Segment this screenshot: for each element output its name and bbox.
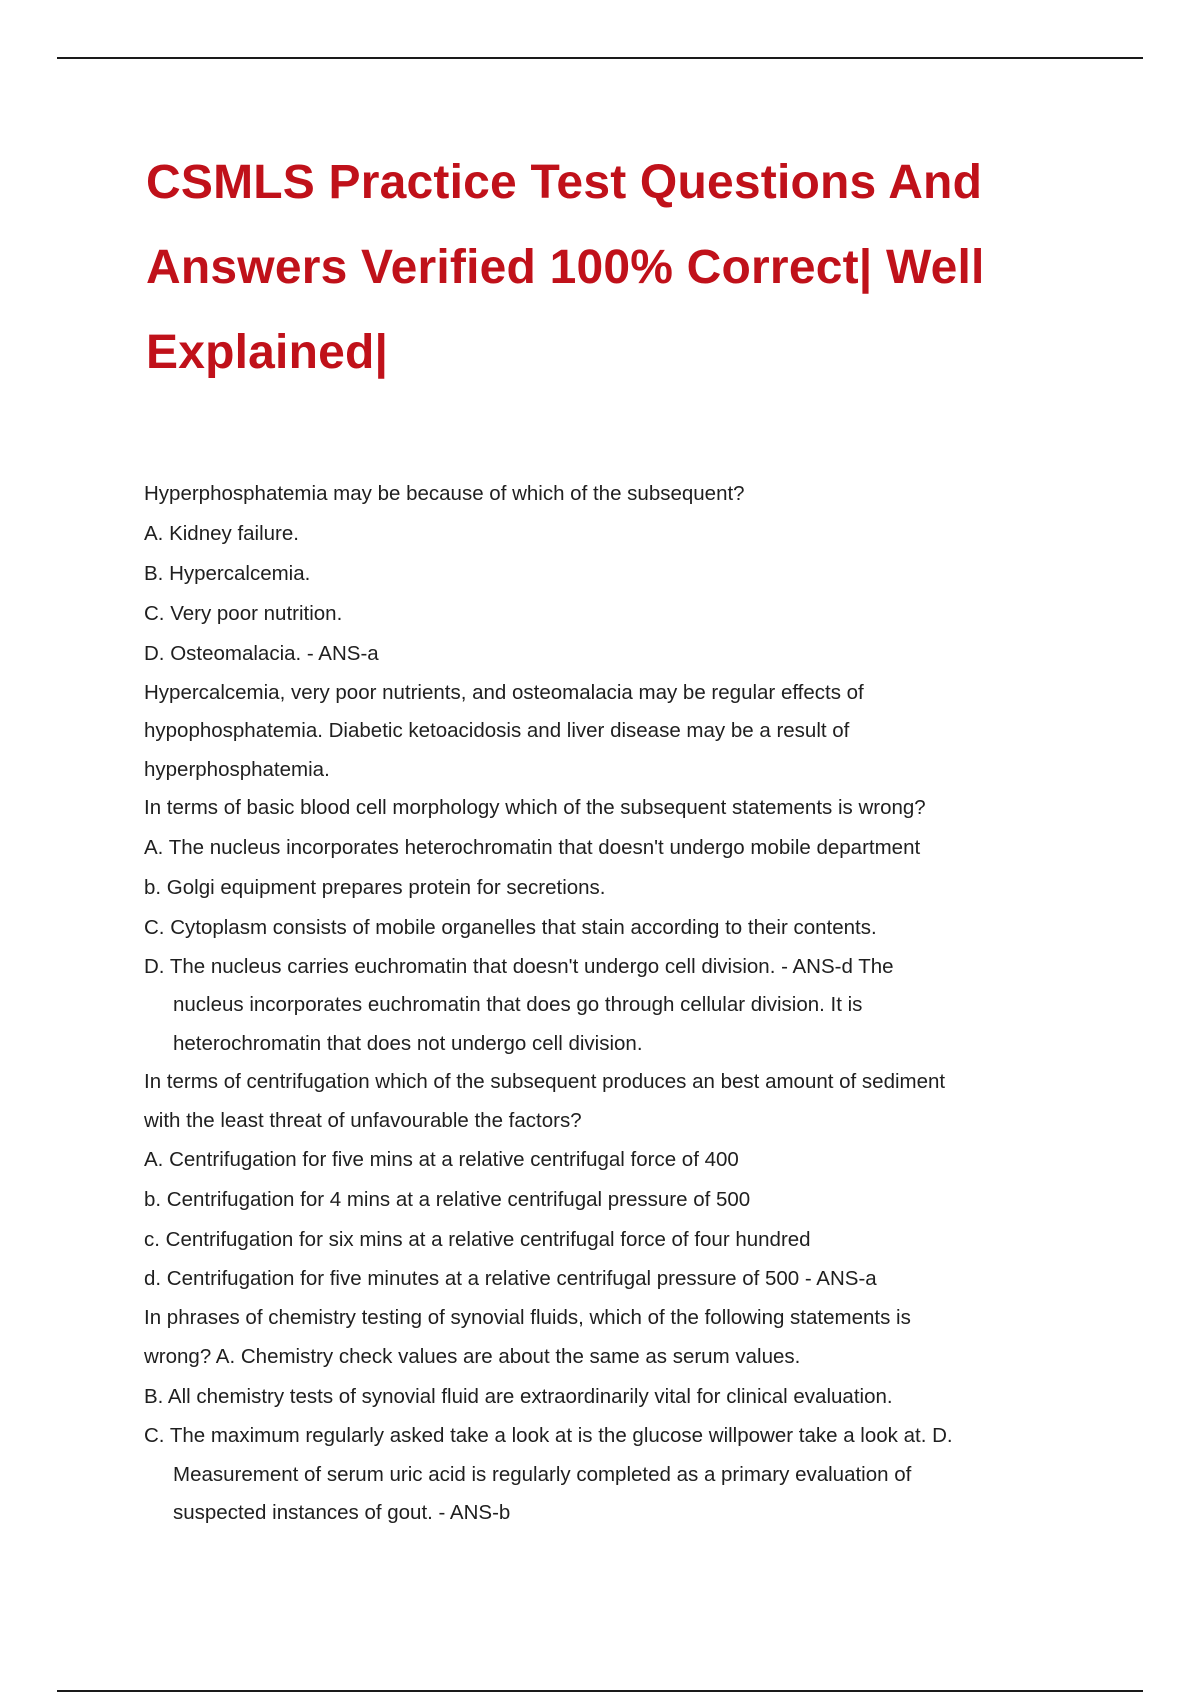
answer-option: C. Cytoplasm consists of mobile organelles that stain according to their contents. bbox=[144, 915, 877, 939]
answer-option: d. Centrifugation for five minutes at a relative centrifugal pressure of 500 - ANS-a bbox=[144, 1267, 877, 1290]
answer-option: b. Golgi equipment prepares protein for secretions. bbox=[144, 875, 606, 899]
answer-option: b. Centrifugation for 4 mins at a relative centrifugal pressure of 500 bbox=[144, 1188, 751, 1211]
bottom-rule bbox=[57, 1690, 1143, 1692]
answer-option: C. Very poor nutrition. bbox=[144, 601, 343, 625]
title-line: CSMLS Practice Test Questions And bbox=[146, 156, 983, 209]
answer-continuation: suspected instances of gout. - ANS-b bbox=[173, 1501, 511, 1524]
explanation-text: hyperphosphatemia. bbox=[144, 757, 330, 781]
document-title bbox=[146, 140, 1046, 395]
answer-option: B. Hypercalcemia. bbox=[144, 561, 311, 585]
answer-continuation: Measurement of serum uric acid is regularly completed as a primary evaluation of bbox=[173, 1462, 912, 1486]
answer-continuation: nucleus incorporates euchromatin that does go through cellular division. It is bbox=[173, 993, 863, 1016]
answer-option: B. All chemistry tests of synovial fluid are extraordinarily vital for clinical evaluation. bbox=[144, 1385, 893, 1408]
answer-continuation: heterochromatin that does not undergo cell division. bbox=[173, 1031, 643, 1055]
answer-option: D. The nucleus carries euchromatin that doesn't undergo cell division. - ANS-d The bbox=[144, 954, 894, 978]
question-text: wrong? A. Chemistry check values are about the same as serum values. bbox=[144, 1345, 801, 1368]
explanation-text: hypophosphatemia. Diabetic ketoacidosis and liver disease may be a result of bbox=[144, 719, 850, 742]
answer-option: C. The maximum regularly asked take a look at is the glucose willpower take a look at. D. bbox=[144, 1424, 953, 1447]
title-line: Explained| bbox=[146, 326, 389, 379]
question-text: with the least threat of unfavourable the factors? bbox=[144, 1108, 582, 1132]
question-text: Hyperphosphatemia may be because of which of the subsequent? bbox=[144, 482, 745, 505]
answer-option: D. Osteomalacia. - ANS-a bbox=[144, 641, 379, 665]
title-line: Answers Verified 100% Correct| Well bbox=[146, 241, 985, 294]
question-text: In terms of basic blood cell morphology which of the subsequent statements is wrong? bbox=[144, 796, 926, 819]
question-text: In terms of centrifugation which of the subsequent produces an best amount of sediment bbox=[144, 1070, 946, 1093]
answer-option: A. Kidney failure. bbox=[144, 521, 299, 545]
answer-option: A. The nucleus incorporates heterochromatin that doesn't undergo mobile department bbox=[144, 835, 921, 859]
document-body bbox=[144, 475, 1044, 1533]
question-text: In phrases of chemistry testing of synovial fluids, which of the following statements is bbox=[144, 1305, 911, 1329]
answer-option: A. Centrifugation for five mins at a relative centrifugal force of 400 bbox=[144, 1148, 739, 1171]
explanation-text: Hypercalcemia, very poor nutrients, and osteomalacia may be regular effects of bbox=[144, 680, 864, 704]
top-rule bbox=[57, 57, 1143, 59]
answer-option: c. Centrifugation for six mins at a relative centrifugal force of four hundred bbox=[144, 1228, 811, 1251]
